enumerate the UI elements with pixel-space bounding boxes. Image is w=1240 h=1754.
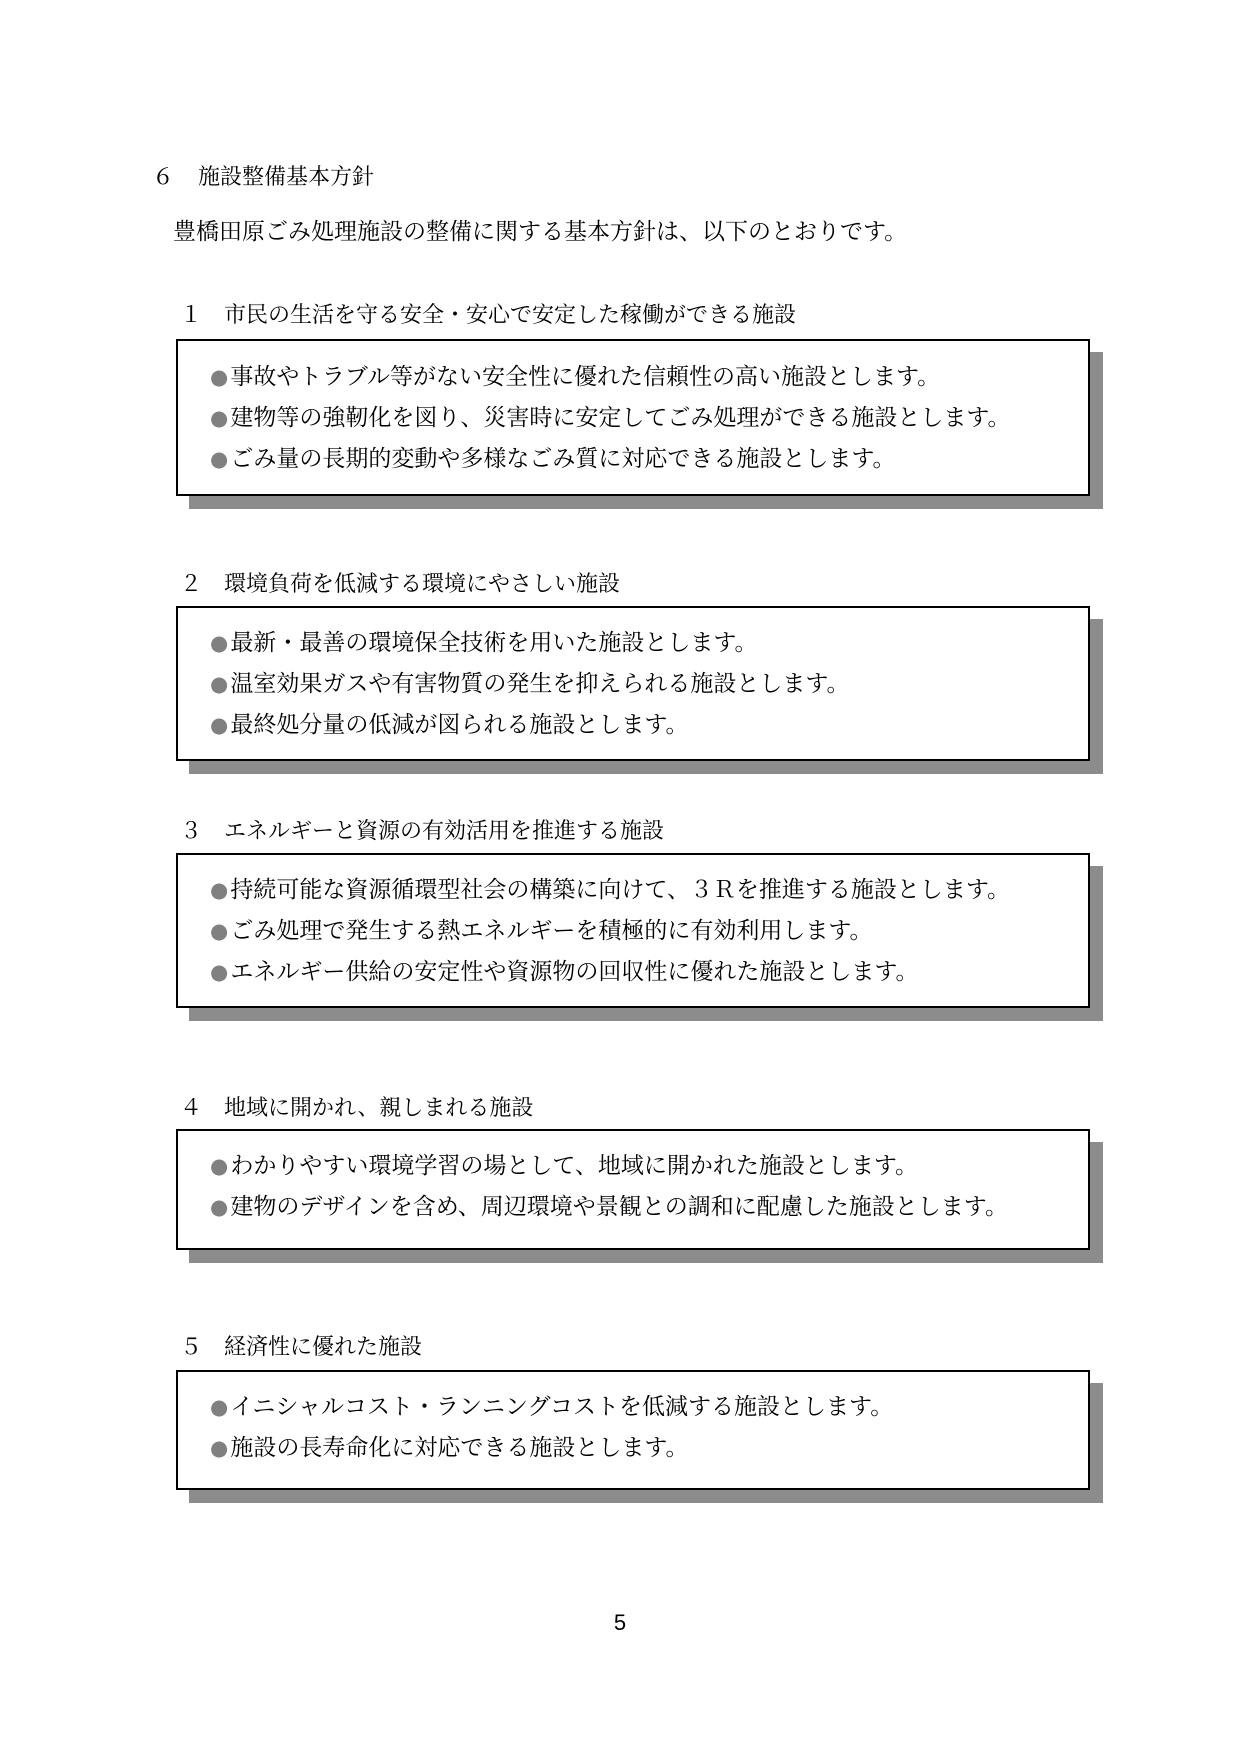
list-item: ●エネルギー供給の安定性や資源物の回収性に優れた施設とします。 bbox=[210, 959, 919, 985]
policy-heading-4 bbox=[180, 1091, 533, 1122]
policy-box-3 bbox=[176, 853, 1090, 1008]
list-item: ●わかりやすい環境学習の場として、地域に開かれた施設とします。 bbox=[210, 1153, 919, 1179]
policy-heading-2 bbox=[180, 567, 620, 598]
list-item: ●持続可能な資源循環型社会の構築に向けて、３Ｒを推進する施設とします。 bbox=[210, 877, 1011, 903]
policy-number: ５ bbox=[180, 1335, 203, 1360]
policy-box-4 bbox=[176, 1129, 1090, 1250]
policy-title: 市民の生活を守る安全・安心で安定した稼働ができる施設 bbox=[224, 303, 797, 328]
list-item: ●事故やトラブル等がない安全性に優れた信頼性の高い施設とします。 bbox=[210, 364, 941, 390]
policy-heading-3 bbox=[180, 814, 664, 845]
policy-title: 地域に開かれ、親しまれる施設 bbox=[224, 1096, 534, 1121]
policy-items bbox=[210, 357, 1068, 480]
policy-number: ２ bbox=[180, 572, 203, 597]
list-item: ●最新・最善の環境保全技術を用いた施設とします。 bbox=[210, 630, 758, 656]
bullet-icon: ● bbox=[210, 1436, 229, 1460]
policy-number: ４ bbox=[180, 1096, 203, 1121]
policy-heading-1 bbox=[180, 298, 796, 329]
bullet-icon: ● bbox=[210, 878, 229, 902]
page-number: 5 bbox=[613, 1610, 627, 1635]
policy-title: エネルギーと資源の有効活用を推進する施設 bbox=[224, 819, 665, 844]
list-item: ●建物等の強靭化を図り、災害時に安定してごみ処理ができる施設とします。 bbox=[210, 405, 1011, 431]
policy-heading-5 bbox=[180, 1330, 422, 1361]
bullet-icon: ● bbox=[210, 1154, 229, 1178]
policy-items bbox=[210, 1146, 1068, 1228]
section-title-text: 施設整備基本方針 bbox=[198, 165, 375, 190]
policy-title: 経済性に優れた施設 bbox=[224, 1335, 423, 1360]
bullet-icon: ● bbox=[210, 447, 229, 471]
policy-number: ３ bbox=[180, 819, 203, 844]
list-item: ●施設の長寿命化に対応できる施設とします。 bbox=[210, 1435, 689, 1461]
policy-items bbox=[210, 623, 1068, 746]
list-item: ●最終処分量の低減が図られる施設とします。 bbox=[210, 712, 689, 738]
bullet-icon: ● bbox=[210, 1195, 229, 1219]
list-item: ●温室効果ガスや有害物質の発生を抑えられる施設とします。 bbox=[210, 671, 850, 697]
bullet-icon: ● bbox=[210, 365, 229, 389]
bullet-icon: ● bbox=[210, 1395, 229, 1419]
policy-box-2 bbox=[176, 606, 1090, 761]
bullet-icon: ● bbox=[210, 919, 229, 943]
list-item: ●イニシャルコスト・ランニングコストを低減する施設とします。 bbox=[210, 1394, 894, 1420]
policy-number: １ bbox=[180, 303, 203, 328]
list-item: ●ごみ処理で発生する熱エネルギーを積極的に有効利用します。 bbox=[210, 918, 873, 944]
policy-items bbox=[210, 1387, 1068, 1469]
policy-box-1 bbox=[176, 339, 1090, 496]
list-item: ●ごみ量の長期的変動や多様なごみ質に対応できる施設とします。 bbox=[210, 446, 896, 472]
section-title bbox=[152, 160, 374, 191]
bullet-icon: ● bbox=[210, 713, 229, 737]
bullet-icon: ● bbox=[210, 960, 229, 984]
bullet-icon: ● bbox=[210, 672, 229, 696]
policy-items bbox=[210, 870, 1068, 993]
bullet-icon: ● bbox=[210, 406, 229, 430]
policy-title: 環境負荷を低減する環境にやさしい施設 bbox=[224, 572, 621, 597]
list-item: ●建物のデザインを含め、周辺環境や景観との調和に配慮した施設とします。 bbox=[210, 1194, 1008, 1220]
bullet-icon: ● bbox=[210, 631, 229, 655]
policy-box-5 bbox=[176, 1370, 1090, 1490]
intro-text: 豊橋田原ごみ処理施設の整備に関する基本方針は、以下のとおりです。 bbox=[173, 219, 908, 245]
section-number: ６ bbox=[152, 165, 175, 190]
